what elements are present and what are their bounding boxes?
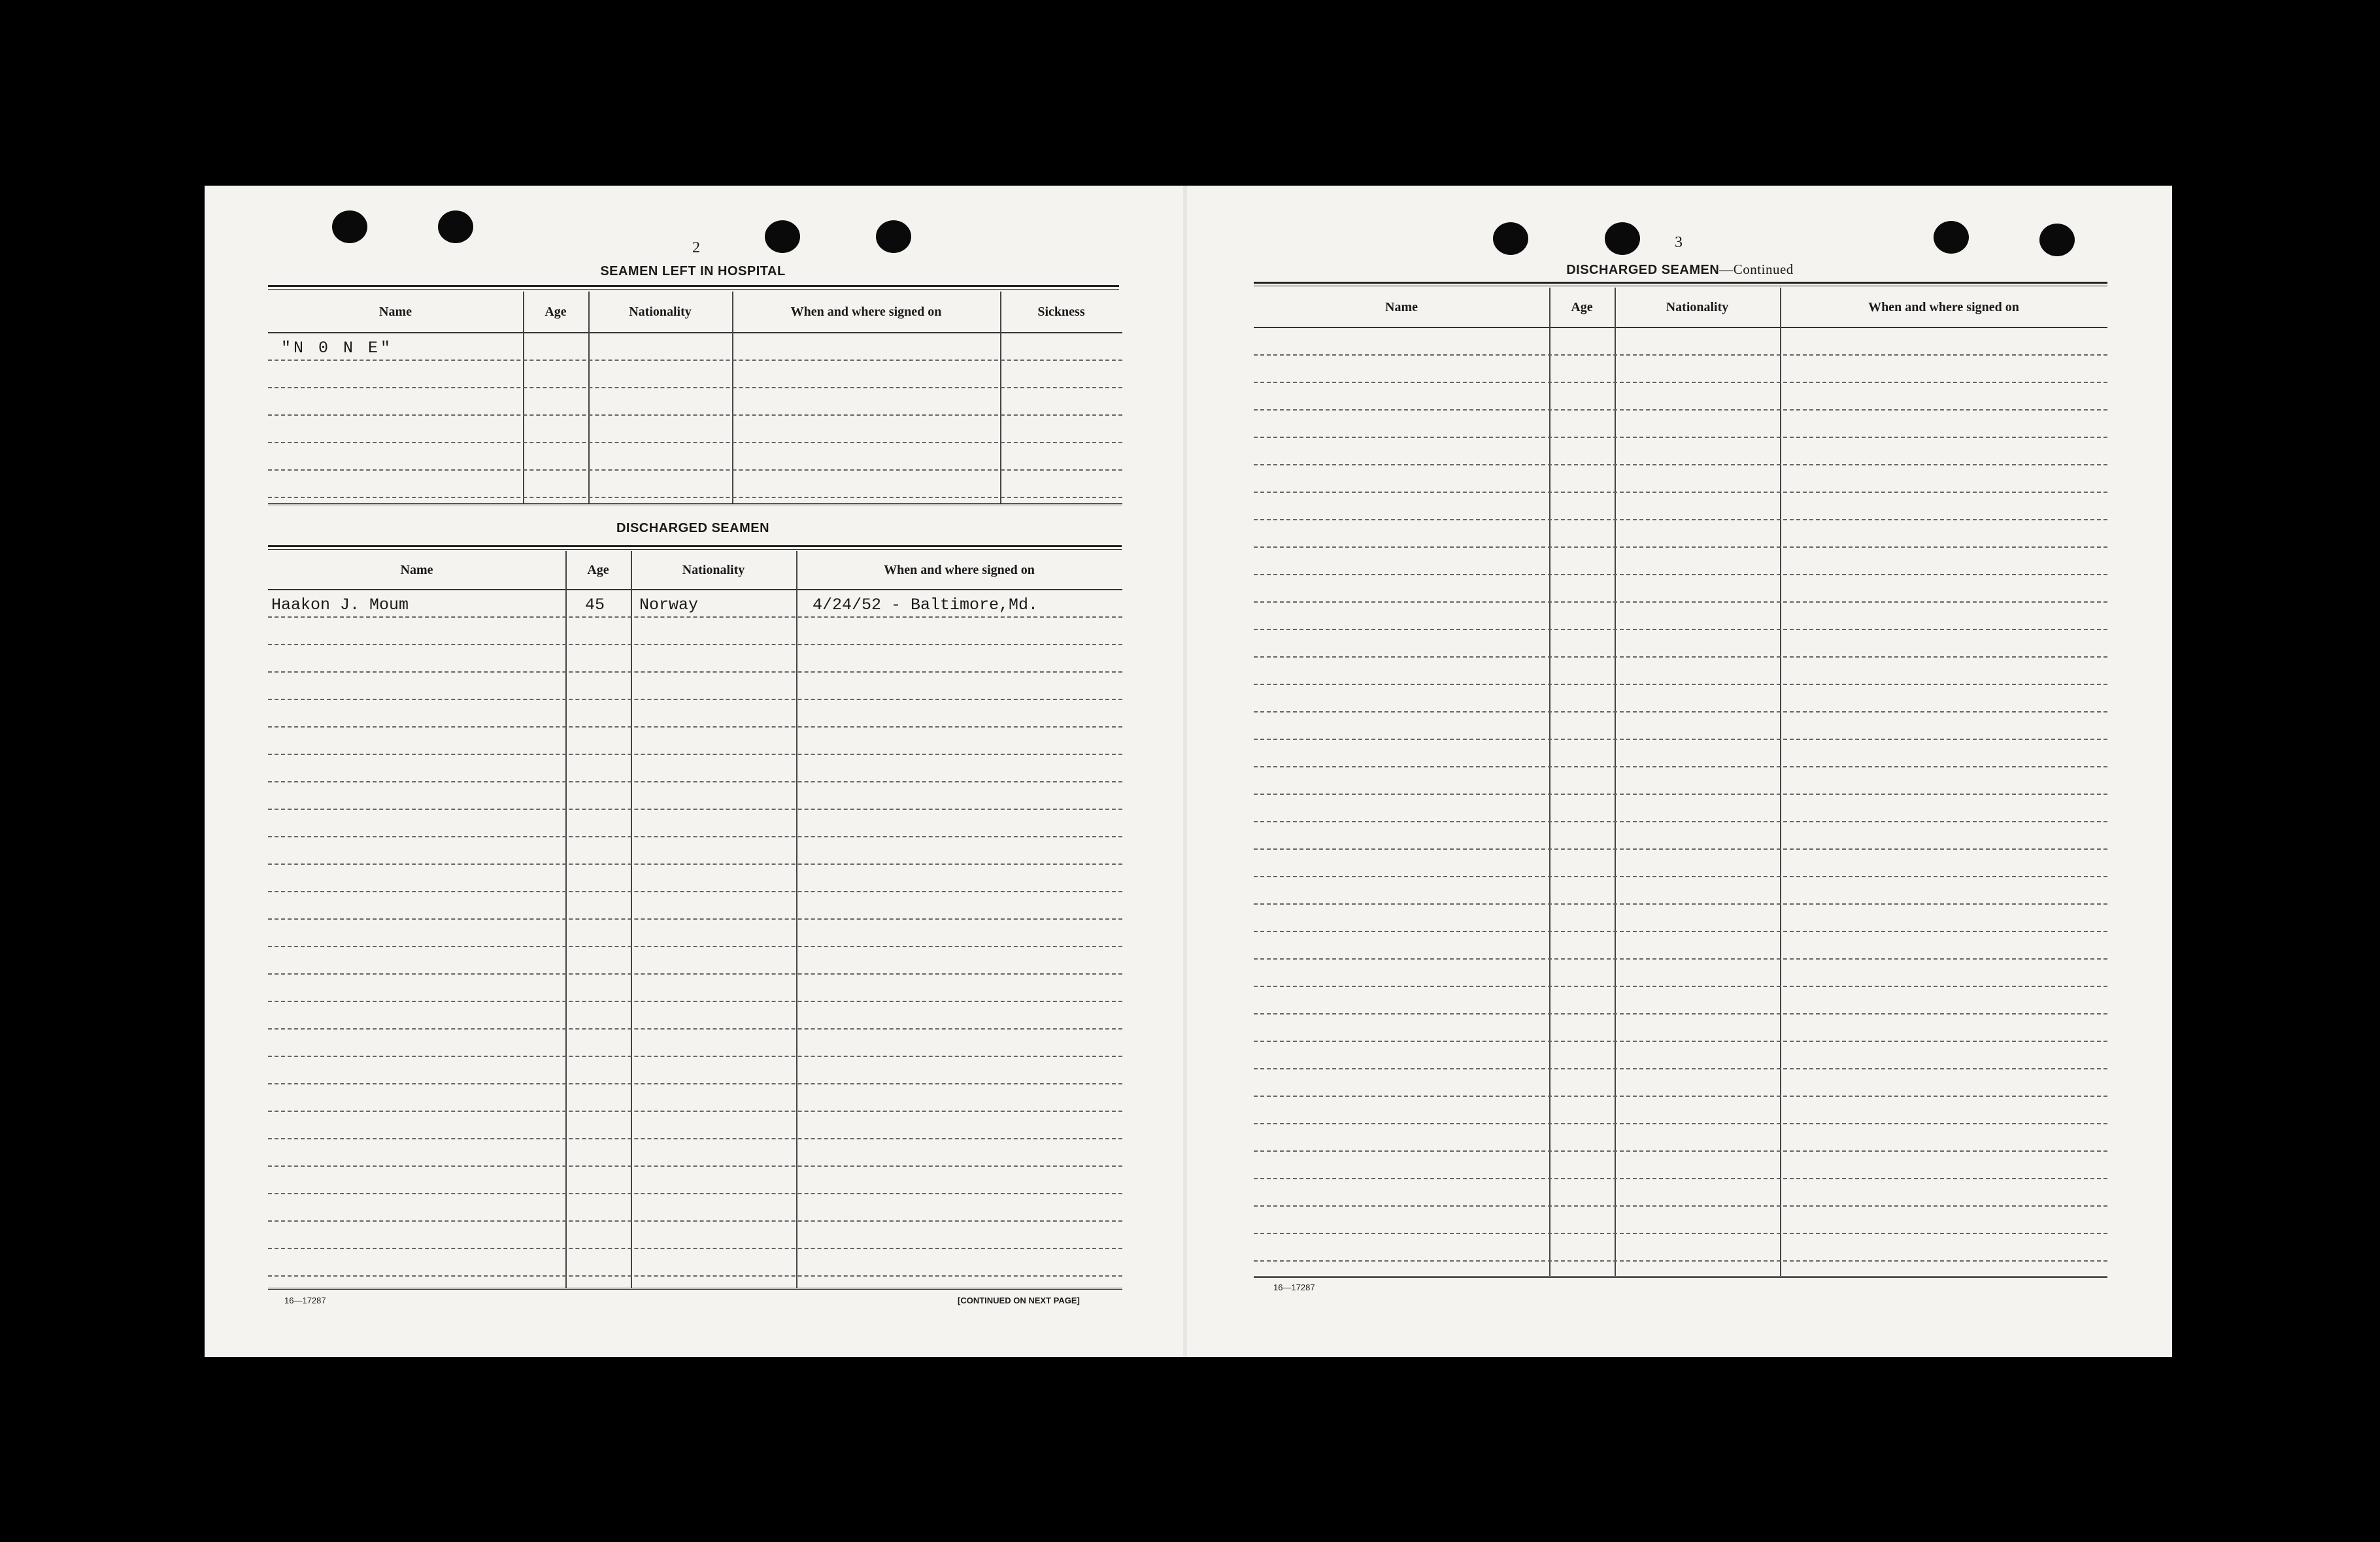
page-number-right: 3: [1675, 234, 1683, 251]
table-row: [268, 891, 1122, 920]
discharged-table-header: [268, 551, 1122, 590]
table-row: [268, 1083, 1122, 1112]
table-row: [1254, 492, 2107, 520]
table-row: [1254, 684, 2107, 712]
table-row: [1254, 794, 2107, 822]
seaman-nationality: Norway: [639, 595, 699, 614]
table-row: [268, 836, 1122, 865]
page-fold: [1183, 186, 1187, 1357]
seaman-name: Haakon J. Moum: [271, 595, 409, 614]
table-row: [1254, 903, 2107, 932]
hospital-title-rule: [268, 285, 1119, 290]
table-row: [1254, 601, 2107, 630]
table-row: [268, 1165, 1122, 1194]
table-row: [268, 754, 1122, 782]
col-name: Name: [400, 562, 433, 577]
table-row: [268, 360, 1122, 388]
punch-hole: [2039, 224, 2075, 256]
col-age: Age: [1571, 299, 1593, 314]
form-number-right: 16—17287: [1273, 1282, 1315, 1292]
table-row: [1254, 766, 2107, 795]
table-row: [1254, 382, 2107, 411]
table-row: [268, 1248, 1122, 1277]
punch-hole: [438, 210, 473, 243]
table-row: [1254, 1096, 2107, 1124]
col-signed-on: When and where signed on: [1868, 299, 2019, 314]
table-row: [1254, 409, 2107, 438]
table-row: [268, 918, 1122, 947]
col-signed-on: When and where signed on: [790, 304, 942, 319]
table-row: [268, 781, 1122, 810]
table-row: [268, 1138, 1122, 1167]
table-row: [268, 671, 1122, 700]
hospital-entry: "N 0 N E": [281, 339, 394, 358]
punch-hole: [765, 220, 800, 253]
col-nationality: Nationality: [629, 304, 692, 319]
table-row: [268, 332, 1122, 361]
table-row: [1254, 464, 2107, 493]
discharged-table: [268, 551, 1122, 1290]
table-row: [268, 726, 1122, 755]
table-row: [1254, 354, 2107, 383]
table-row: [1254, 1068, 2107, 1097]
table-row: [268, 616, 1122, 645]
discharged-continued-title-text: DISCHARGED SEAMEN: [1566, 263, 1720, 277]
discharged-section-title: DISCHARGED SEAMEN: [616, 521, 770, 535]
table-row: [268, 644, 1122, 673]
seaman-signed-on: 4/24/52 - Baltimore,Md.: [813, 595, 1039, 614]
table-row: [268, 863, 1122, 892]
table-row: [268, 973, 1122, 1002]
table-row: [268, 414, 1122, 443]
table-row: [268, 1001, 1122, 1030]
table-row: [1254, 1233, 2107, 1262]
table-row: [1254, 1150, 2107, 1179]
table-row: [1254, 848, 2107, 877]
table-row: [1254, 327, 2107, 356]
table-row: [268, 1028, 1122, 1057]
discharged-continued-table: [1254, 288, 2107, 1278]
table-row: [268, 589, 1122, 618]
table-row: [1254, 958, 2107, 987]
table-row: [1254, 574, 2107, 603]
col-signed-on: When and where signed on: [884, 562, 1035, 577]
table-row: [268, 946, 1122, 975]
table-row: [268, 1193, 1122, 1222]
table-row: [1254, 711, 2107, 740]
table-row: [1254, 986, 2107, 1014]
table-row: [1254, 629, 2107, 658]
col-name: Name: [379, 304, 412, 319]
continued-note: [CONTINUED ON NEXT PAGE]: [958, 1296, 1080, 1305]
table-row: [268, 469, 1122, 498]
table-row: [1254, 1123, 2107, 1152]
punch-hole: [1493, 222, 1528, 255]
continued-suffix: —Continued: [1719, 261, 1794, 277]
table-row: [1254, 1178, 2107, 1207]
table-row: [268, 387, 1122, 416]
discharged-continued-title: [1255, 261, 2105, 278]
table-row: [1254, 1205, 2107, 1234]
table-row: [1254, 519, 2107, 548]
table-row: [1254, 739, 2107, 767]
punch-hole: [1605, 222, 1640, 255]
col-nationality: Nationality: [682, 562, 745, 577]
col-nationality: Nationality: [1666, 299, 1729, 314]
table-row: [1254, 876, 2107, 905]
seaman-age: 45: [585, 595, 605, 614]
page-number-left: 2: [692, 239, 700, 256]
discharged-continued-header: [1254, 288, 2107, 328]
punch-hole: [332, 210, 367, 243]
discharged-title-rule: [268, 545, 1122, 550]
col-age: Age: [545, 304, 567, 319]
hospital-section-title: SEAMEN LEFT IN HOSPITAL: [600, 264, 786, 278]
col-name: Name: [1385, 299, 1418, 314]
form-number-left: 16—17287: [284, 1296, 326, 1305]
punch-hole: [876, 220, 911, 253]
table-row: [1254, 437, 2107, 465]
col-age: Age: [587, 562, 609, 577]
table-row: [268, 442, 1122, 471]
right-title-rule: [1254, 282, 2107, 286]
table-row: [268, 1056, 1122, 1084]
table-row: [1254, 656, 2107, 685]
table-row: [1254, 821, 2107, 850]
table-row: [268, 809, 1122, 837]
table-row: [1254, 1013, 2107, 1042]
table-row: [268, 1111, 1122, 1139]
punch-hole: [1934, 221, 1969, 254]
table-row: [1254, 931, 2107, 960]
table-row: [268, 1220, 1122, 1249]
hospital-table: [268, 292, 1122, 505]
table-row: [1254, 1041, 2107, 1069]
col-sickness: Sickness: [1037, 304, 1085, 319]
table-row: [268, 699, 1122, 728]
table-row: [1254, 546, 2107, 575]
hospital-table-header: [268, 292, 1122, 333]
